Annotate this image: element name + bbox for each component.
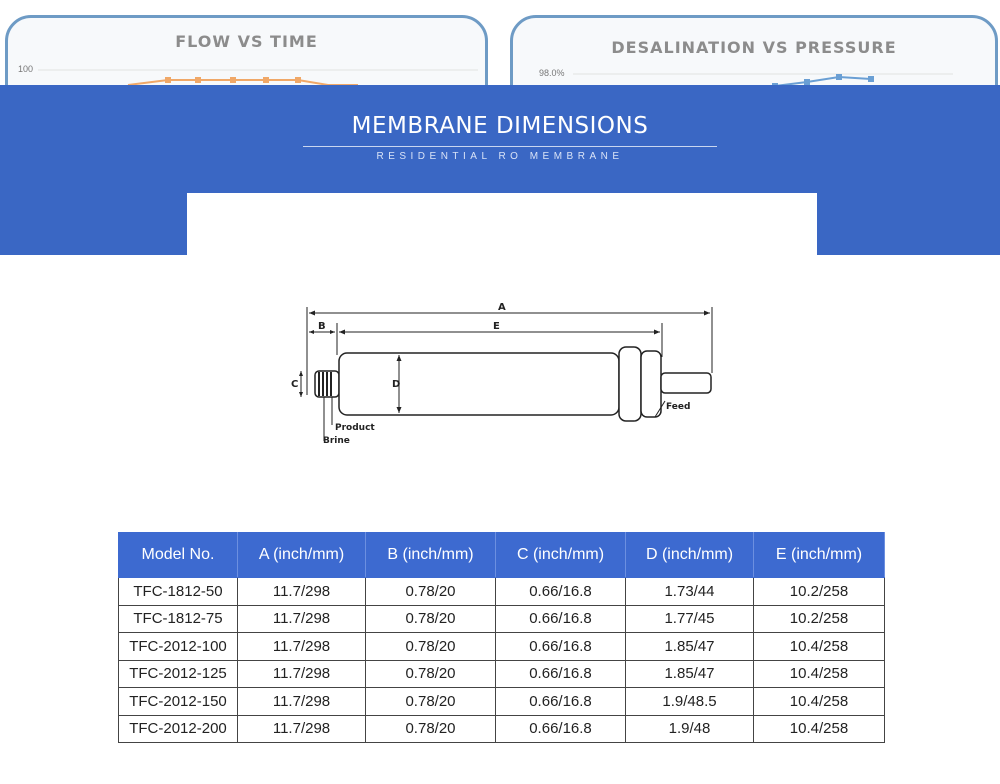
product-label: Product (335, 423, 375, 433)
cell-model: TFC-2012-125 (119, 660, 238, 688)
cell-a: 11.7/298 (238, 605, 366, 633)
cell-c: 0.66/16.8 (496, 715, 626, 743)
cell-model: TFC-2012-200 (119, 715, 238, 743)
cell-d: 1.77/45 (626, 605, 754, 633)
col-header-d: D (inch/mm) (626, 533, 754, 578)
cell-model: TFC-1812-75 (119, 605, 238, 633)
cell-b: 0.78/20 (366, 660, 496, 688)
cell-d: 1.85/47 (626, 633, 754, 661)
cell-e: 10.2/258 (754, 605, 885, 633)
col-header-model: Model No. (119, 533, 238, 578)
desal-y-tick-top: 98.0% (539, 68, 565, 78)
dim-d-label: D (392, 379, 401, 390)
col-header-b: B (inch/mm) (366, 533, 496, 578)
cell-model: TFC-2012-150 (119, 688, 238, 716)
cell-a: 11.7/298 (238, 660, 366, 688)
cell-model: TFC-1812-50 (119, 578, 238, 606)
cell-e: 10.2/258 (754, 578, 885, 606)
cell-a: 11.7/298 (238, 715, 366, 743)
table-row (119, 605, 885, 633)
flow-vs-time-title: FLOW VS TIME (175, 32, 318, 51)
cell-b: 0.78/20 (366, 578, 496, 606)
cell-c: 0.66/16.8 (496, 633, 626, 661)
membrane-spec-table (118, 532, 885, 743)
cell-b: 0.78/20 (366, 688, 496, 716)
cell-d: 1.85/47 (626, 660, 754, 688)
cell-b: 0.78/20 (366, 633, 496, 661)
cell-b: 0.78/20 (366, 715, 496, 743)
dim-c-label: C (291, 379, 299, 390)
cell-e: 10.4/258 (754, 715, 885, 743)
cell-e: 10.4/258 (754, 633, 885, 661)
table-header-row (119, 533, 885, 578)
table-row (119, 660, 885, 688)
banner-white-panel (187, 193, 817, 263)
cell-a: 11.7/298 (238, 633, 366, 661)
cell-model: TFC-2012-100 (119, 633, 238, 661)
banner-title: MEMBRANE DIMENSIONS (351, 113, 649, 139)
cell-d: 1.9/48.5 (626, 688, 754, 716)
table-row (119, 688, 885, 716)
membrane-diagram (285, 295, 730, 455)
cell-c: 0.66/16.8 (496, 578, 626, 606)
table-row (119, 578, 885, 606)
cell-a: 11.7/298 (238, 578, 366, 606)
brine-label: Brine (323, 436, 350, 446)
table-row (119, 715, 885, 743)
cell-e: 10.4/258 (754, 688, 885, 716)
cell-c: 0.66/16.8 (496, 660, 626, 688)
col-header-c: C (inch/mm) (496, 533, 626, 578)
cell-d: 1.9/48 (626, 715, 754, 743)
cell-e: 10.4/258 (754, 660, 885, 688)
cell-c: 0.66/16.8 (496, 688, 626, 716)
feed-label: Feed (666, 402, 691, 412)
desalination-vs-pressure-title: DESALINATION VS PRESSURE (611, 38, 897, 57)
dim-a-label: A (498, 302, 506, 313)
col-header-a: A (inch/mm) (238, 533, 366, 578)
cell-a: 11.7/298 (238, 688, 366, 716)
table-row (119, 633, 885, 661)
banner-subtitle: RESIDENTIAL RO MEMBRANE (376, 151, 624, 162)
cell-d: 1.73/44 (626, 578, 754, 606)
dim-e-label: E (493, 321, 500, 332)
banner-divider (303, 146, 717, 147)
col-header-e: E (inch/mm) (754, 533, 885, 578)
cell-b: 0.78/20 (366, 605, 496, 633)
flow-y-tick-top: 100 (18, 64, 34, 74)
cell-c: 0.66/16.8 (496, 605, 626, 633)
dim-b-label: B (318, 321, 326, 332)
